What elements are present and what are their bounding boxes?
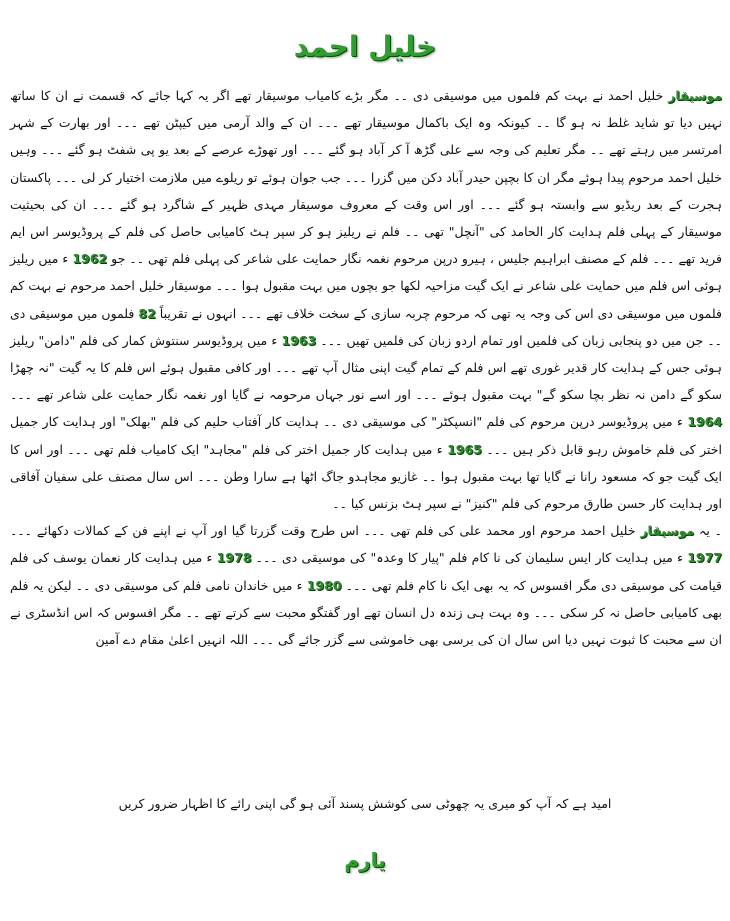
text-segment: فلموں میں موسیقی دی ۔۔ جن میں دو پنجابی زبان کی فلمیں اور تمام اردو زبان کی فلمیں تھیں ۔۔۔ — [10, 305, 722, 348]
year-1965: 1965 — [447, 441, 482, 457]
author-signature: یارم — [344, 848, 386, 872]
text-segment: ء میں ریلیز ہوئی اس فلم میں حمایت علی شاعر نے ایک گیت مزاحیہ لکھا جو بچوں میں بہت مقبول ہوا ۔۔۔ موسیقار خلیل احمد مرحوم نے بہت کم فلموں میں موسیقی دی اس کی وجہ یہ تھی کہ مرحوم چربہ سازی کے سخت خلاف تھے ۔۔۔ انہوں نے تقریباً — [10, 251, 722, 321]
closing-note: امید ہے کہ آپ کو میری یہ چھوٹی سی کوشش پسند آئی ہو گی اپنی رائے کا اظہار ضرور کریں — [118, 796, 612, 811]
text-segment: ۔ یہ — [694, 523, 722, 539]
paragraph-2 — [10, 517, 722, 653]
year-1964: 1964 — [687, 414, 722, 430]
text-segment: ء میں ہدایت کار نعمان یوسف کی فلم قیامت کی موسیقی دی مگر افسوس کہ یہ بھی ایک نا کام فلم تھی ۔۔۔ — [10, 550, 722, 593]
year-1978: 1978 — [216, 550, 252, 566]
text-segment: ء میں ہدایت کار ایس سلیمان کی نا کام فلم "پیار کا وعدہ" کی موسیقی دی ۔۔۔ — [251, 550, 688, 566]
year-1963: 1963 — [281, 332, 317, 348]
highlight-musician: موسیقار — [668, 88, 722, 103]
paragraph-1 — [10, 82, 722, 517]
film-count: 82 — [138, 305, 156, 321]
text-segment: ء میں پروڈیوسر سنتوش کمار کی فلم "دامن" ریلیز ہوئی جس کے ہدایت کار قدیر غوری تھے اس فلم کے تمام گیت اپنی مثال آپ تھے ۔۔۔ اور کافی مقبول ہوئے اس فلم کا یہ گیت "نہ چھڑا سکو گے دامن نہ نظر بچا سکو گے" بہت مقبول ہوئے ۔۔۔ اور اسے نور جہاں مرحومہ نے گایا اور نغمہ نگار حمایت علی شاعر تھے ۔۔۔ — [10, 332, 722, 403]
text-segment: ء میں ہدایت کار جمیل اختر کی فلم "مجاہد" ایک کامیاب فلم تھی ۔۔۔ اور اس کا ایک گیت جو کہ مسعود رانا نے گایا تھا بہت مقبول ہوا ۔۔ غازیو مجاہدو جاگ اٹھا ہے سارا وطن ۔۔۔ اس سال مصنف علی سفیان آفاقی اور ہدایت کار حسن طارق مرحوم کی فلم "کنیز" نے سپر ہٹ بزنس کیا ۔۔ — [10, 441, 722, 512]
text-segment: خلیل احمد مرحوم اور محمد علی کی فلم تھی ۔۔۔ اس طرح وقت گزرتا گیا اور آپ نے اپنے فن کے کمالات دکھائے ۔۔۔ — [10, 523, 641, 539]
year-1980: 1980 — [306, 577, 342, 593]
year-1977: 1977 — [687, 550, 723, 566]
text-segment: ء میں خاندان نامی فلم کی موسیقی دی ۔۔ لیکن یہ فلم بھی کامیابی حاصل نہ کر سکی ۔۔۔ وہ بہت ہی زندہ دل انسان تھے اور گفتگو محبت سے کرتے تھے ۔۔ مگر افسوس کہ اس انڈسٹری نے ان سے محبت کا ثبوت نہیں دیا اس سال ان کی برسی بھی خاموشی سے گزر جائے گی ۔۔۔ اللہ انہیں اعلیٰ مقام دے آمین — [10, 577, 722, 648]
year-1962: 1962 — [72, 251, 108, 267]
text-segment: خلیل احمد نے بہت کم فلموں میں موسیقی دی ۔۔ مگر بڑے کامیاب موسیقار تھے اگر یہ کہا جائے کہ قسمت نے ان کا ساتھ نہیں دیا تو شاید غلط نہ ہو گا ۔۔ کیونکہ وہ ایک باکمال موسیقار تھے ۔۔۔ ان کے والد آرمی میں کیپٹن تھے ۔۔۔ اور بھارت کے شہر امرتسر میں رہتے تھے ۔۔ مگر تعلیم کی وجہ سے علی گڑھ آ کر آباد ہو گئے ۔۔۔ اور تھوڑے عرصے کے بعد یو پی شفٹ ہو گئے ۔۔۔ وہیں خلیل احمد مرحوم پیدا ہوئے مگر ان کا بچپن حیدر آباد دکن میں گزرا ۔۔۔ جب جوان ہوئے تو ریلوے میں ملازمت اختیار کر لی ۔۔۔ پاکستان ہجرت کے بعد ریڈیو سے وابستہ ہو گئے ۔۔۔ اور اس وقت کے معروف موسیقار مہدی ظہیر کے شاگرد ہو گئے ۔۔۔ ان کی بحیثیت موسیقار کے پہلی فلم ہدایت کار الحامد کی "آنچل" تھی ۔۔ فلم نے ریلیز ہو کر سپر ہٹ کامیابی حاصل کی فلم کے پروڈیوسر اس ایم فرید تھے ۔۔۔ فلم کے مصنف ابراہیم جلیس ، ہیرو درپن مرحوم نغمہ نگار حمایت علی شاعر کی پہلی فلم تھی ۔۔ جو — [10, 88, 722, 267]
text-segment: ء میں پروڈیوسر درپن مرحوم کی فلم "انسپکٹر" کی موسیقی دی ۔۔ ہدایت کار آفتاب حلیم کی فلم "بھلک" اور ہدایت کار جمیل اختر کی فلم خاموش رہو قابل ذکر ہیں ۔۔۔ — [10, 414, 722, 457]
highlight-musician: موسیقار — [640, 523, 695, 539]
article-body — [10, 82, 722, 653]
page-title: خلیل احمد — [293, 30, 437, 63]
